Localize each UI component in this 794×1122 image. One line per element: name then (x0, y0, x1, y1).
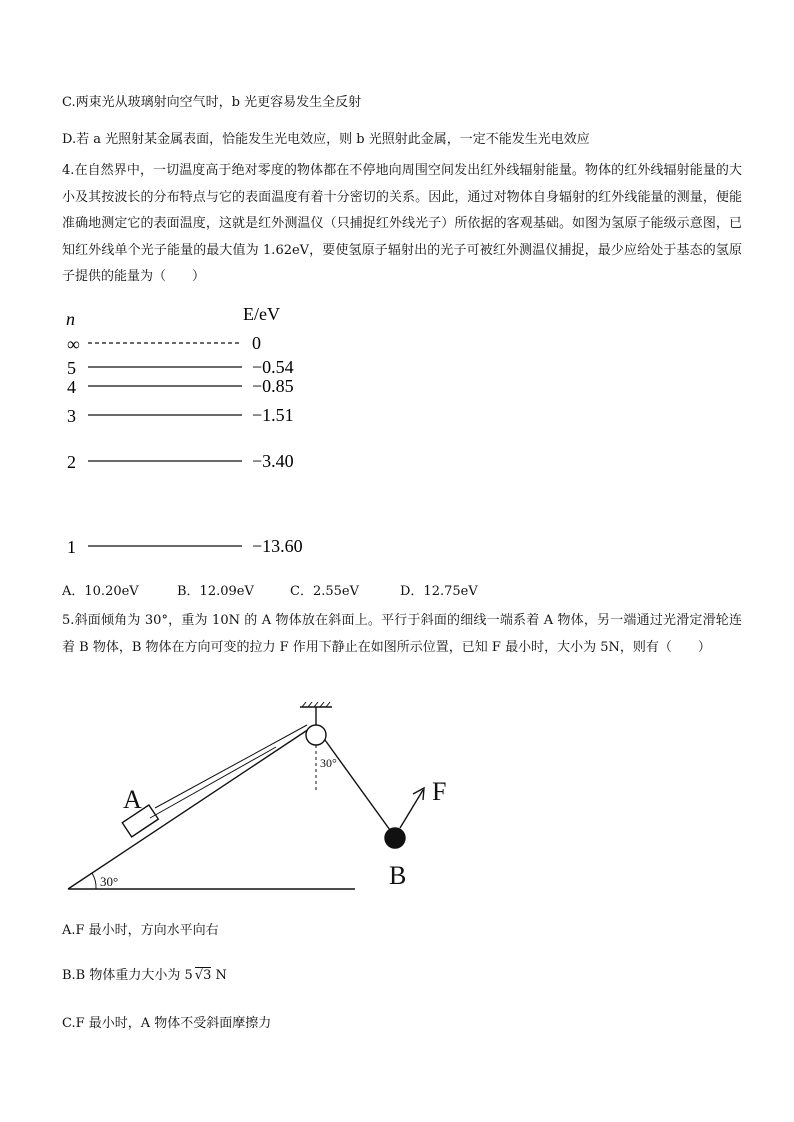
level-n-label: 4 (67, 377, 76, 397)
q5-option-b-text: B.B 物体重力大小为 5 (62, 968, 193, 983)
incline-surface (68, 727, 312, 889)
q3-option-d: D.若 a 光照射某金属表面，恰能发生光电效应，则 b 光照射此金属，一定不能发生光电效应 (62, 132, 590, 147)
q5-stem: 5.斜面倾角为 30°，重为 10N 的 A 物体放在斜面上。平行于斜面的细线一端系着 A 物体，另一端通过光滑定滑轮连着 B 物体，B 物体在方向可变的拉力 F 作用下静止在如图所示位置，已知 F 最小时，大小为 5N，则有（ ） (62, 613, 742, 655)
q5-option-c: C.F 最小时，A 物体不受斜面摩擦力 (62, 1016, 272, 1031)
unit: N (211, 968, 227, 983)
level-n-label: 3 (67, 406, 76, 426)
level-n-label: 2 (67, 452, 76, 472)
level-energy-label: −13.60 (252, 536, 303, 556)
q4-option-c[interactable]: C．2.55eV (290, 584, 359, 599)
q5-option-b (62, 964, 227, 983)
label-b: B (389, 861, 407, 890)
rope-a (155, 725, 307, 808)
angle-arc (92, 873, 96, 889)
q4-option-d[interactable]: D．12.75eV (400, 584, 478, 599)
label-a: A (123, 785, 142, 814)
level-n-label: ∞ (67, 334, 80, 354)
level-n-label: 5 (67, 358, 76, 378)
energy-level-diagram (66, 304, 303, 557)
level-energy-label: −1.51 (252, 405, 294, 425)
q4-option-b[interactable]: B．12.09eV (177, 584, 254, 599)
ceiling-hatch (302, 702, 330, 707)
n-axis-label: n (66, 309, 75, 329)
pulley (306, 725, 326, 745)
incline-diagram (68, 702, 424, 889)
label-angle-incline: 30° (100, 874, 119, 889)
q3-option-c: C.两束光从玻璃射向空气时，b 光更容易发生全反射 (62, 95, 362, 110)
level-energy-label: −0.54 (252, 357, 294, 377)
e-axis-label: E/eV (243, 304, 280, 324)
q4-stem: 4.在自然界中，一切温度高于绝对零度的物体都在不停地向周围空间发出红外线辐射能量。物体的红外线辐射能量的大小及其按波长的分布特点与它的表面温度有着十分密切的关系。因此，通过对物体自身辐射的红外线能量的测量，便能准确地测定它的表面温度，这就是红外测温仪（只捕捉红外线光子）所依据的客观基础。如图为氢原子能级示意图，已知红外线单个光子能量的最大值为 1.62eV，要使氢原子辐射出的光子可被红外测温仪捕捉，最少应给处于基态的氢原子提供的能量为（ ） (62, 163, 742, 284)
level-energy-label: −3.40 (252, 451, 294, 471)
force-f-arrow (400, 790, 423, 828)
label-angle-rope: 30° (320, 756, 337, 770)
level-energy-label: 0 (252, 333, 261, 353)
rope-parallel (150, 747, 276, 818)
label-f: F (432, 777, 447, 806)
q4-option-a[interactable]: A．10.20eV (62, 584, 139, 599)
sqrt-value: 3 (203, 968, 212, 983)
rope-b (325, 740, 395, 837)
q5-option-a: A.F 最小时，方向水平向右 (62, 923, 219, 938)
ball-b (385, 828, 405, 848)
sqrt-sign: √ (194, 968, 204, 983)
level-n-label: 1 (67, 537, 76, 557)
level-energy-label: −0.85 (252, 376, 294, 396)
